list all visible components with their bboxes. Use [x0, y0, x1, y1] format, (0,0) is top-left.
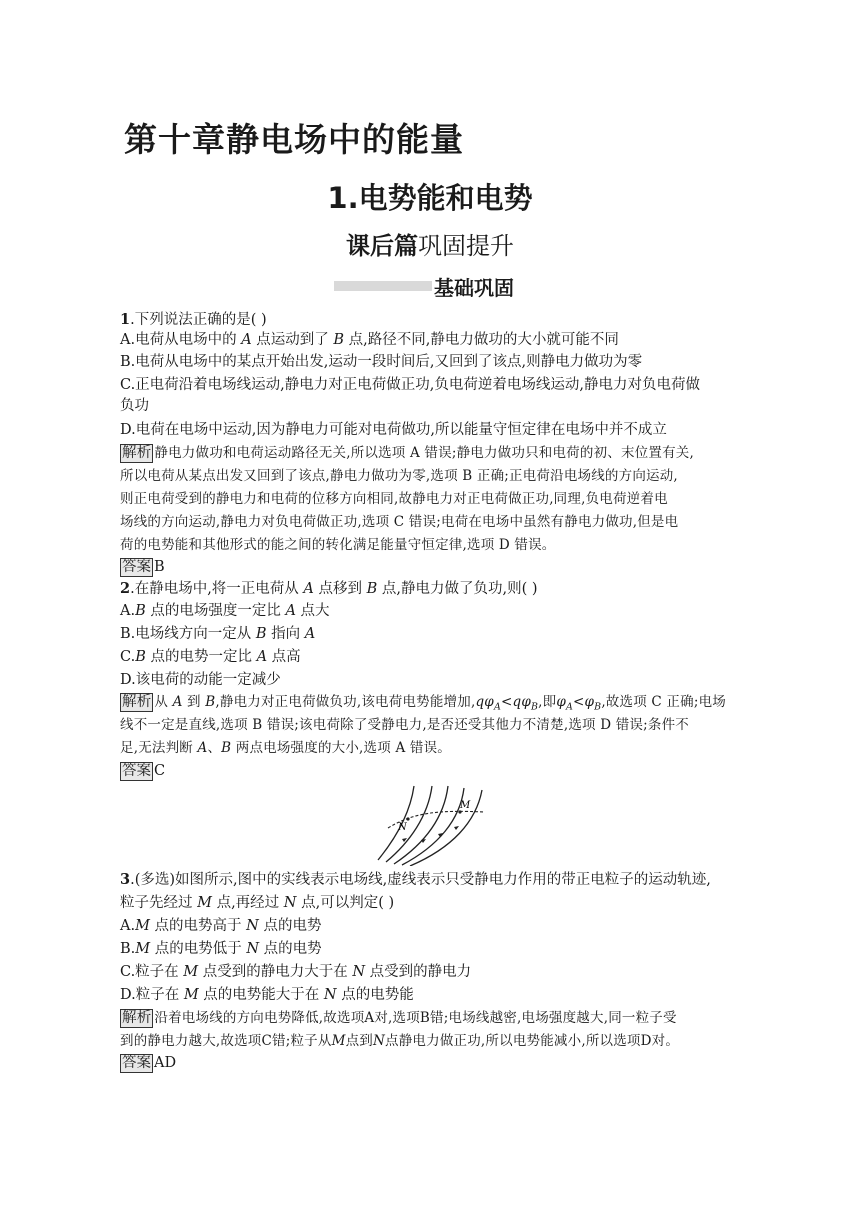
q3-option-d: D.粒子在 M 点的电势能大于在 N 点的电势能 [120, 987, 414, 1003]
q2-option-d: D.该电荷的动能一定减少 [120, 672, 281, 688]
answer-tag: 答案 [122, 763, 151, 779]
section-name: .电势能和电势 [347, 181, 533, 215]
q1-analysis-line: 所以电荷从某点出发又回到了该点,静电力做功为零,选项 B 正确;正电荷沿电场线的方向运动, [120, 468, 678, 484]
q3-option-b: B.M 点的电势低于 N 点的电势 [120, 941, 322, 957]
q1-option-d: D.电荷在电场中运动,因为静电力可能对电荷做功,所以能量守恒定律在电场中并不成立 [120, 422, 667, 438]
answer-value: C [154, 763, 166, 779]
chapter-title: 第十章静电场中的能量 [124, 120, 464, 159]
q1-option-b: B.电荷从电场中的某点开始出发,运动一段时间后,又回到了该点,则静电力做功为零 [120, 354, 643, 370]
q2-option-a: A.B 点的电场强度一定比 A 点大 [120, 603, 330, 619]
answer-tag: 答案 [122, 1055, 151, 1071]
field-line [410, 790, 482, 866]
q1-option-a: A.电荷从电场中的 A 点运动到了 B 点,路径不同,静电力做功的大小就可能不同 [120, 332, 619, 348]
arrow-head [421, 839, 426, 843]
q1-option-c-cont: 负功 [120, 398, 149, 414]
q2-analysis-line: 线不一定是直线,选项 B 错误;该电荷除了受静电力,是否还受其他力不清楚,选项 D 错误;条件不 [120, 717, 689, 733]
answer-tag: 答案 [122, 559, 151, 575]
analysis-tag: 解析 [122, 694, 152, 710]
q1-analysis-line: 荷的电势能和其他形式的能之间的转化满足能量守恒定律,选项 D 错误。 [120, 537, 556, 553]
q3-option-c: C.粒子在 M 点受到的静电力大于在 N 点受到的静电力 [120, 964, 472, 980]
q2-analysis-line: 解析 从 A 到 B,静电力对正电荷做负功,该电荷电势能增加$,q\varphi_A<q\varphi_B$,即$\varphi_A<\varphi_B$,故选项 C 正确;电场 [122, 694, 726, 713]
arrow-head [454, 826, 459, 830]
q3-stem: 3.(多选)如图所示,图中的实线表示电场线,虚线表示只受静电力作用的带正电粒子的运动轨迹, [120, 871, 711, 888]
section-decor-bar [334, 281, 432, 291]
basic-heading: 基础巩固 [434, 276, 514, 300]
subtitle [0, 226, 860, 261]
q1-analysis-line: 场线的方向运动,静电力对负电荷做正功,选项 C 错误;电荷在电场中虽然有静电力做功,但是电 [120, 514, 679, 530]
analysis-tag: 解析 [122, 1010, 152, 1026]
analysis-tag: 解析 [122, 445, 152, 461]
label-n: N [398, 822, 407, 833]
subtitle-rest: 巩固提升 [418, 232, 514, 260]
q1-option-c: C.正电荷沿着电场线运动,静电力对正电荷做正功,负电荷逆着电场线运动,静电力对负电荷做 [120, 377, 701, 393]
q2-analysis-line: 足,无法判断 A、B 两点电场强度的大小,选项 A 错误。 [120, 740, 451, 756]
q3-answer [120, 1053, 176, 1073]
section-number: 1 [327, 181, 348, 215]
q1-analysis-line: 解析 静电力做功和电荷运动路径无关,所以选项 A 错误;静电力做功只和电荷的初、末位置有关, [122, 445, 694, 461]
q1-answer [120, 557, 165, 577]
q2-option-b: B.电场线方向一定从 B 指向 A [120, 626, 316, 642]
q2-stem: 2.在静电场中,将一正电荷从 A 点移到 B 点,静电力做了负功,则( ) [120, 580, 538, 597]
answer-value: AD [154, 1055, 177, 1071]
q1-stem: 1.下列说法正确的是( ) [120, 311, 267, 328]
q3-analysis-line: 解析 沿着电场线的方向电势降低,故选项A对,选项B错;电场线越密,电场强度越大,同一粒子受 [122, 1010, 677, 1026]
answer-value: B [154, 559, 165, 575]
q2-option-c: C.B 点的电势一定比 A 点高 [120, 649, 301, 665]
electric-field-figure [374, 782, 494, 866]
subtitle-bold: 课后篇 [346, 232, 418, 260]
q3-analysis-line: 到的静电力越大,故选项C错;粒子从M点到N点静电力做正功,所以电势能减小,所以选项D对。 [120, 1033, 680, 1049]
field-line [378, 786, 414, 860]
label-m: M [460, 800, 471, 811]
q3-stem-cont: 粒子先经过 M 点,再经过 N 点,可以判定( ) [120, 895, 395, 911]
q1-analysis-line: 则正电荷受到的静电力和电荷的位移方向相同,故静电力对正电荷做正功,同理,负电荷逆着电 [120, 491, 668, 507]
point-n [406, 817, 409, 820]
q3-option-a: A.M 点的电势高于 N 点的电势 [120, 918, 322, 934]
q2-answer [120, 761, 165, 781]
section-title [0, 176, 860, 217]
